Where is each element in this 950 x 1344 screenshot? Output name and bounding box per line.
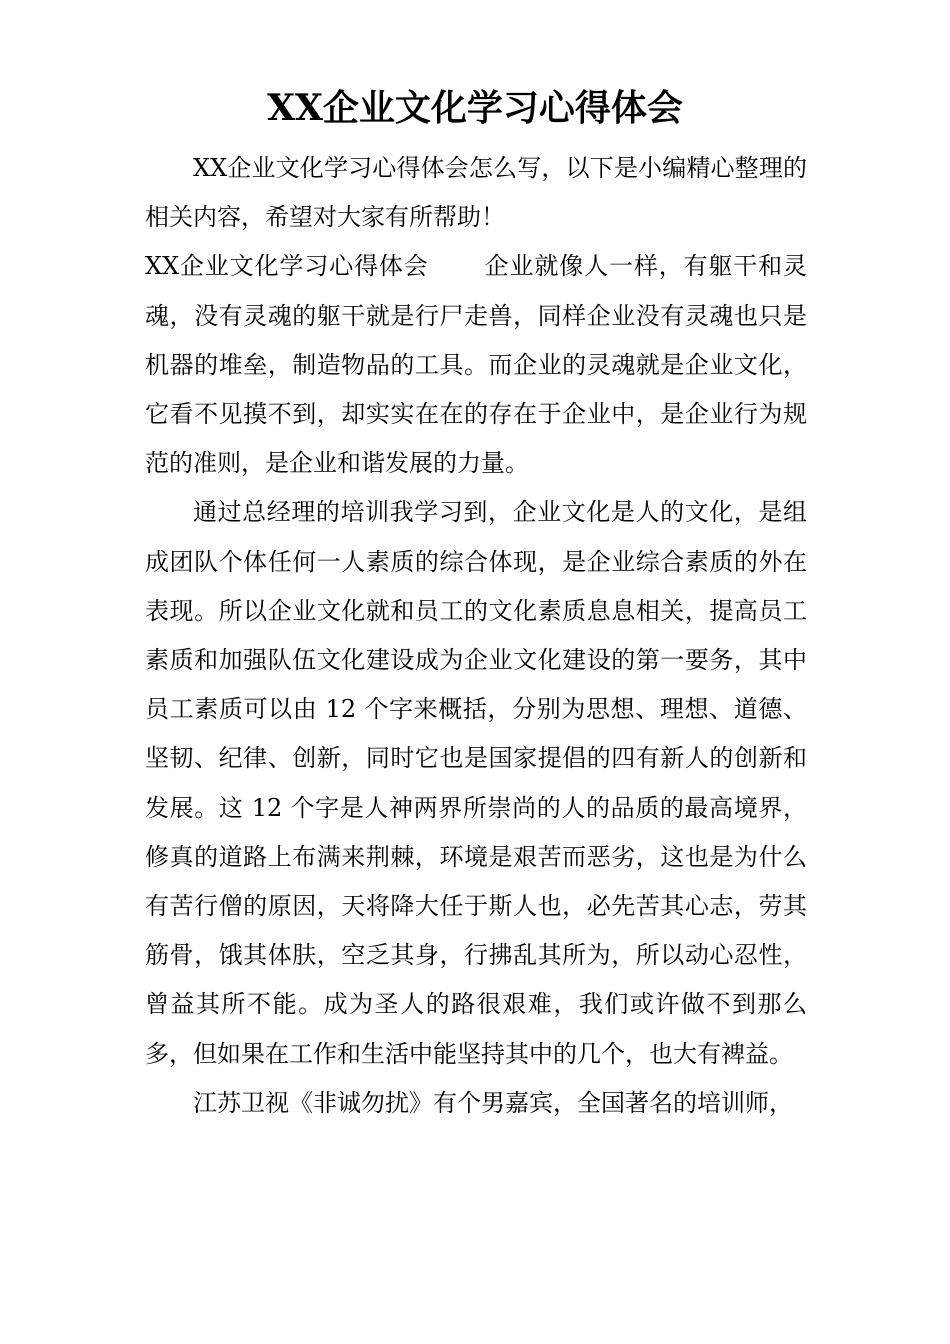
document-body — [145, 144, 807, 1128]
paragraph-1-text: 企业就像人一样，有躯干和灵魂，没有灵魂的躯干就是行尸走兽，同样企业没有灵魂也只是机器的堆垒，制造物品的工具。而企业的灵魂就是企业文化，它看不见摸不到，却实实在在的存在于企业中，是企业行为规范的准则，是企业和谐发展的力量。 — [145, 252, 808, 478]
document-title: XX企业文化学习心得体会 — [267, 87, 683, 129]
section-heading: XX企业文化学习心得体会 — [145, 252, 429, 281]
paragraph-3: 江苏卫视《非诚勿扰》有个男嘉宾，全国著名的培训师， — [193, 1088, 793, 1117]
paragraph-2: 通过总经理的培训我学习到，企业文化是人的文化，是组成团队个体任何一人素质的综合体现，是企业综合素质的外在表现。所以企业文化就和员工的文化素质息息相关，提高员工素质和加强队伍文化建设成为企业文化建设的第一要务，其中员工素质可以由 12 个字来概括，分别为思想、理想、道德、坚韧、纪律、创新，同时它也是国家提倡的四有新人的创新和发展。这 12 个字是人神两界所崇尚的人的品质的最高境界，修真的道路上布满来荆棘，环境是艰苦而恶劣，这也是为什么有苦行僧的原因，天将降大任于斯人也，必先苦其心志，劳其筋骨，饿其体肤，空乏其身，行拂乱其所为，所以动心忍性，曾益其所不能。成为圣人的路很艰难，我们或许做不到那么多，但如果在工作和生活中能坚持其中的几个，也大有裨益。 — [145, 498, 807, 1068]
intro-paragraph: XX企业文化学习心得体会怎么写，以下是小编精心整理的相关内容，希望对大家有所帮助！ — [145, 154, 807, 232]
section-paragraph-1 — [145, 242, 807, 488]
